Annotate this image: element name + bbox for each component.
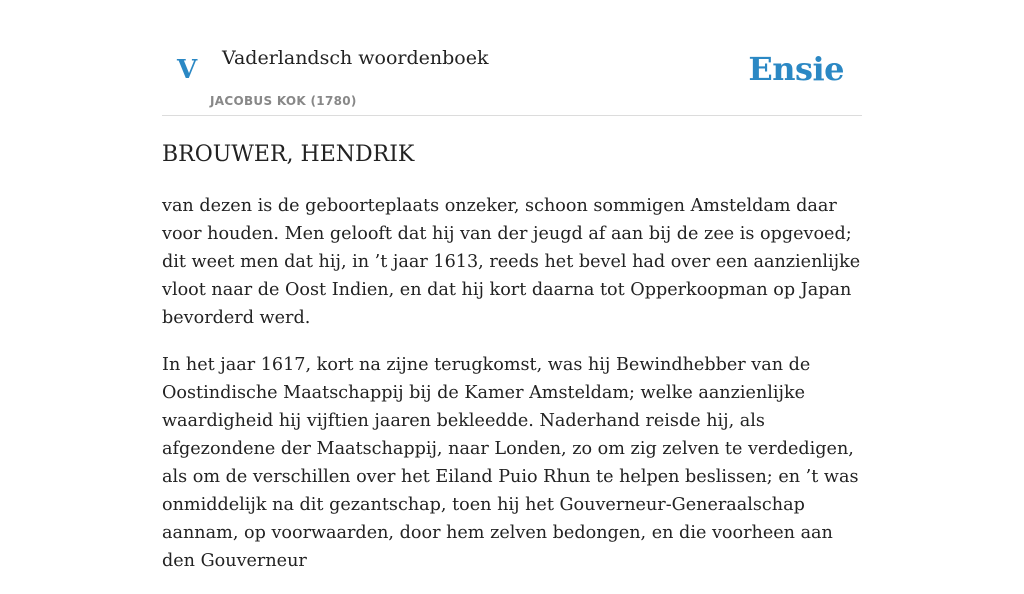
page xyxy=(162,0,862,571)
work-author: JACOBUS KOK (1780) xyxy=(210,94,357,108)
ensie-logo[interactable]: Ensie xyxy=(748,50,844,88)
volume-letter[interactable]: V xyxy=(177,55,198,85)
header xyxy=(162,0,862,116)
entry-paragraph: van dezen is de geboorteplaats onzeker, schoon sommigen Amsteldam daar voor houden. Men gelooft dat hij van der jeugd af aan bij de zee is opgevoed; dit weet men dat hij, in ’t jaar 1613, reeds het bevel had over een aanzienlijke vloot naar de Oost Indien, en dat hij kort daarna tot Opperkoopman op Japan bevorderd werd. xyxy=(162,196,861,328)
entry-title: BROUWER, HENDRIK xyxy=(162,142,415,167)
work-title-link[interactable]: Vaderlandsch woordenboek xyxy=(222,47,489,69)
entry-paragraph: In het jaar 1617, kort na zijne terugkomst, was hij Bewindhebber van de Oostindische Maatschappij bij de Kamer Amsteldam; welke aanzienlijke waardigheid hij vijftien jaaren bekleedde. Naderhand reisde hij, als afgezondene der Maatschappij, naar Londen, zo om zig zelven te verdedigen, als om de verschillen over het Eiland Puio Rhun te helpen beslissen; en ’t was onmiddelijk na dit gezantschap, toen hij het Gouverneur-Generaalschap aannam, op voorwaarden, door hem zelven bedongen, en die voorheen aan den Gouverneur xyxy=(162,355,859,571)
entry-body xyxy=(162,192,862,594)
